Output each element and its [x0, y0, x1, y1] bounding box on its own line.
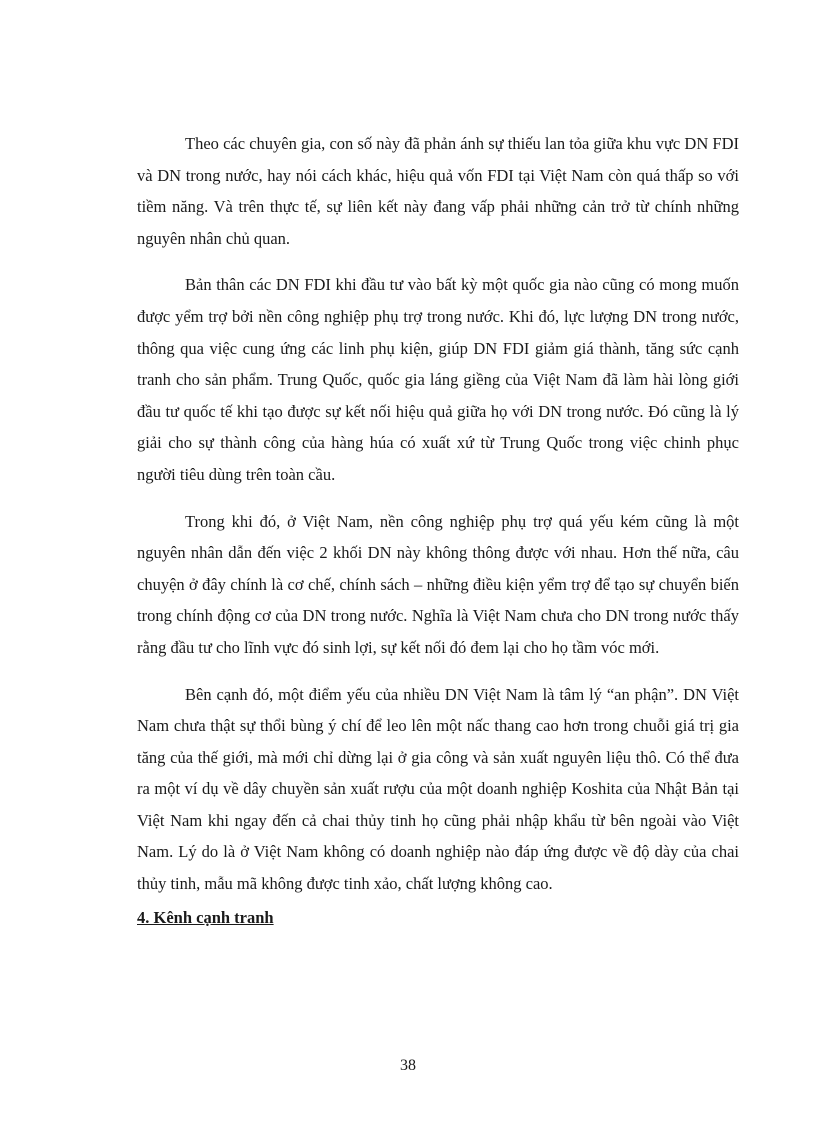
section-heading: 4. Kênh cạnh tranh [137, 907, 274, 927]
paragraph-2: Bản thân các DN FDI khi đầu tư vào bất kỳ một quốc gia nào cũng có mong muốn được yểm trợ bởi nền công nghiệp phụ trợ trong nước. Khi đó, lực lượng DN trong nước, thông qua việc cung ứng các linh phụ kiện, giúp DN FDI giảm giá thành, tăng sức cạnh tranh cho sản phẩm. Trung Quốc, quốc gia láng giềng của Việt Nam đã làm hài lòng giới đầu tư quốc tế khi tạo được sự kết nối hiệu quả giữa họ với DN trong nước. Đó cũng là lý giải cho sự thành công của hàng húa có xuất xứ từ Trung Quốc trong việc chinh phục người tiêu dùng trên toàn cầu. [137, 275, 739, 484]
page-number: 38 [400, 1057, 416, 1074]
paragraph-4: Bên cạnh đó, một điểm yếu của nhiều DN Việt Nam là tâm lý “an phận”. DN Việt Nam chưa thật sự thổi bùng ý chí để leo lên một nấc thang cao hơn trong chuỗi giá trị gia tăng của thế giới, mà mới chỉ dừng lại ở gia công và sản xuất nguyên liệu thô. Có thể đưa ra một ví dụ về dây chuyền sản xuất rượu của một doanh nghiệp Koshita của Nhật Bản tại Việt Nam khi ngay đến cả chai thủy tinh họ cũng phải nhập khẩu từ bên ngoài vào Việt Nam. Lý do là ở Việt Nam không có doanh nghiệp nào đáp ứng được về độ dày của chai thủy tinh, mẫu mã không được tinh xảo, chất lượng không cao. [137, 684, 739, 894]
paragraph-1: Theo các chuyên gia, con số này đã phản ánh sự thiếu lan tỏa giữa khu vực DN FDI và DN trong nước, hay nói cách khác, hiệu quả vốn FDI tại Việt Nam còn quá thấp so với tiềm năng. Và trên thực tế, sự liên kết này đang vấp phải những cản trở từ chính những nguyên nhân chủ quan. [137, 134, 739, 248]
body-text [137, 128, 739, 934]
paragraph-3: Trong khi đó, ở Việt Nam, nền công nghiệp phụ trợ quá yếu kém cũng là một nguyên nhân dẫn đến việc 2 khối DN này không thông được với nhau. Hơn thế nữa, câu chuyện ở đây chính là cơ chế, chính sách – những điều kiện yểm trợ để tạo sự chuyển biến trong chính động cơ của DN trong nước. Nghĩa là Việt Nam chưa cho DN trong nước thấy rằng đầu tư cho lĩnh vực đó sinh lợi, sự kết nối đó đem lại cho họ tầm vóc mới. [137, 511, 739, 657]
